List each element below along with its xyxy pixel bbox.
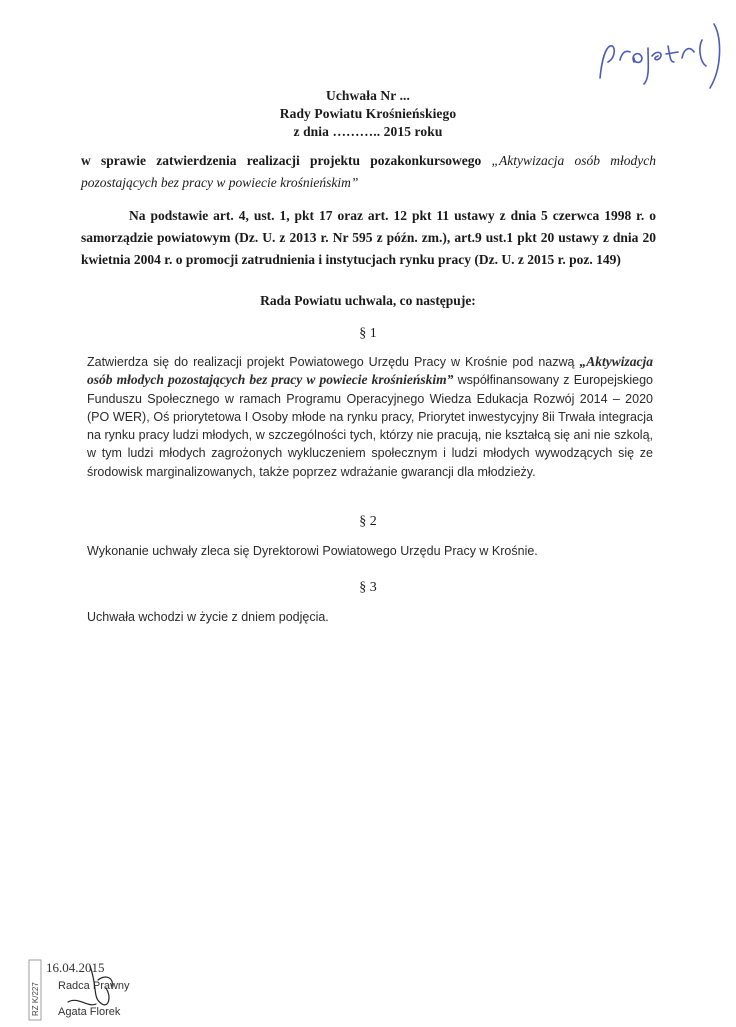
section-1-intro: Zatwierdza się do realizacji projekt Powiatowego Urzędu Pracy w Krośnie pod nazwą <box>87 355 575 369</box>
svg-text:Agata Florek: Agata Florek <box>58 1006 121 1018</box>
resolution-number: Uchwała Nr ... <box>325 88 411 103</box>
subject <box>81 150 656 194</box>
svg-text:Radca Prawny: Radca Prawny <box>58 980 130 992</box>
section-1-mark: § 1 <box>359 326 377 341</box>
legal-advisor-stamp <box>28 958 188 1022</box>
section-2-text: Wykonanie uchwały zleca się Dyrektorowi Powiatowego Urzędu Pracy w Krośnie. <box>87 544 538 558</box>
svg-text:16.04.2015: 16.04.2015 <box>46 960 105 975</box>
svg-text:RZ K/227: RZ K/227 <box>31 982 40 1016</box>
section-3-mark: § 3 <box>359 580 377 595</box>
section-1-project-title: „Aktywizacja osób młodych pozostających bez pracy w powiecie krośnieńskim” <box>87 354 653 388</box>
handwritten-note <box>590 18 730 98</box>
section-1-body: współfinansowany z Europejskiego Funduszu Społecznego w ramach Programu Operacyjnego Wiedza Edukacja Rozwój 2014 – 2020 (PO WER), Oś priorytetowa I Osoby młode na rynku pracy, Priorytet inwestycyjny 8ii Trwała integracja na rynku pracy ludzi młodych, w szczególności tych, którzy nie pracują, nie kształcą się ani nie szkolą, w tym ludzi młodych zagrożonych wykluczeniem społecznym i ludzi młodych wywodzących się ze środowisk marginalizowanych, także poprzez wdrażanie gwarancji dla młodzieży. <box>87 373 653 479</box>
section-2-mark: § 2 <box>359 514 377 529</box>
section-3-text: Uchwała wchodzi w życie z dniem podjęcia. <box>87 610 329 624</box>
section-1-text <box>87 353 653 481</box>
project-title: „Aktywizacja osób młodych pozostających bez pracy w powiecie krośnieńskim” <box>81 153 657 190</box>
legal-basis: Na podstawie art. 4, ust. 1, pkt 17 oraz art. 12 pkt 11 ustawy z dnia 5 czerwca 1998 r. o samorządzie powiatowym (Dz. U. z 2013 r. Nr 595 z późn. zm.), art.9 ust.1 pkt 20 ustawy z dnia 20 kwietnia 2004 r. o promocji zatrudnienia i instytucjach rynku pracy (Dz. U. z 2015 r. poz. 149) <box>81 208 656 267</box>
council-name: Rady Powiatu Krośnieńskiego <box>279 106 457 121</box>
resolves-heading: Rada Powiatu uchwala, co następuje: <box>260 293 476 308</box>
resolution-date: z dnia ……….. 2015 roku <box>293 124 443 139</box>
subject-prefix: w sprawie zatwierdzenia realizacji projektu pozakonkursowego <box>81 153 482 168</box>
handwriting-scribble-icon <box>590 18 730 98</box>
stamp-signature-icon <box>28 958 188 1022</box>
